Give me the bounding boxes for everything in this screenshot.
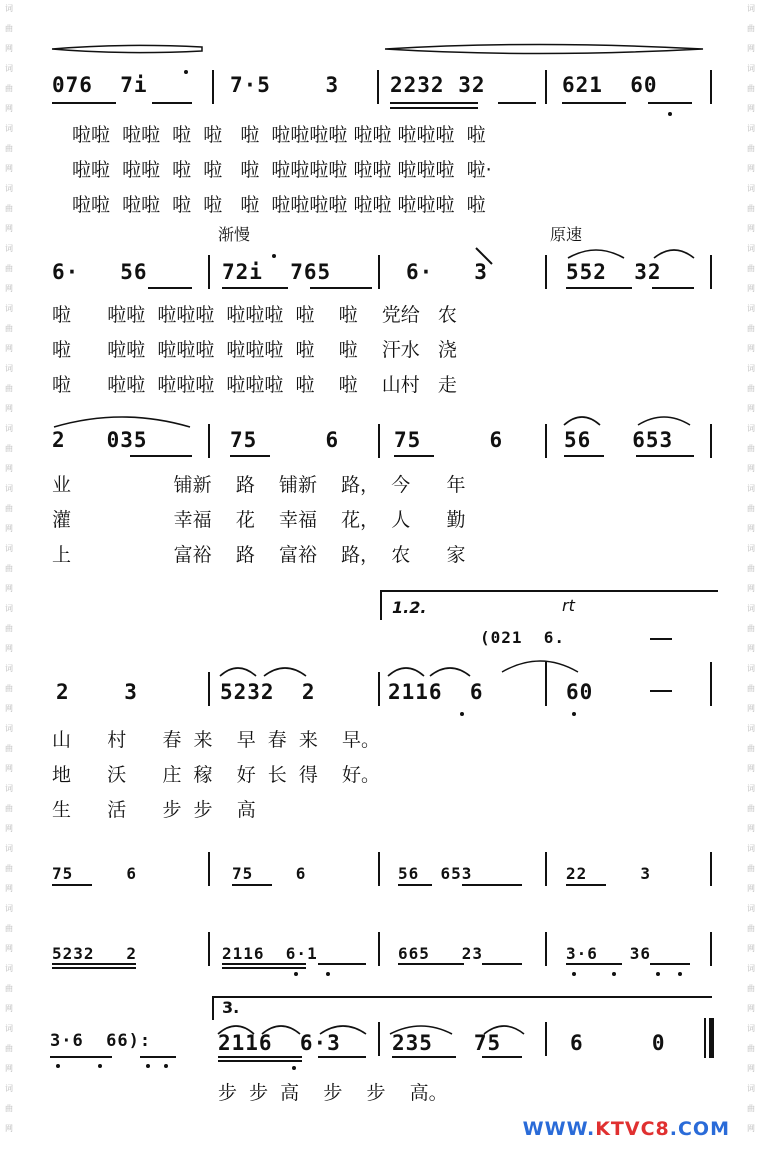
octave-dot	[572, 972, 576, 976]
barline	[545, 424, 547, 458]
beam	[52, 967, 136, 969]
margin-glyph: 曲	[5, 1044, 13, 1053]
barline	[545, 852, 547, 886]
barline	[377, 70, 379, 104]
margin-glyph: 词	[747, 184, 755, 193]
margin-glyph: 曲	[5, 564, 13, 573]
measure-7-4: 6 0	[570, 1031, 666, 1055]
volta-label-3: 3.	[222, 998, 240, 1017]
beam	[310, 287, 372, 289]
margin-glyph: 词	[5, 184, 13, 193]
left-margin-watermark	[2, 0, 16, 1170]
margin-glyph: 词	[747, 844, 755, 853]
measure-6-1: 5232 2	[52, 944, 138, 963]
measure-7-2: 2116 6·3	[218, 1031, 341, 1055]
beam	[650, 963, 690, 965]
margin-glyph: 网	[747, 1004, 755, 1013]
margin-glyph: 词	[5, 1024, 13, 1033]
barline	[710, 932, 712, 966]
margin-glyph: 网	[5, 344, 13, 353]
lyric-4-verse-1: 山 村 春 来 早 春 来 早。	[52, 729, 381, 751]
beam	[566, 287, 632, 289]
barline	[378, 424, 380, 458]
margin-glyph: 曲	[747, 384, 755, 393]
octave-dot	[326, 972, 330, 976]
volta-hook	[212, 996, 214, 1020]
barline	[545, 255, 547, 289]
lyric-7: 步 步 高 步 步 高。	[218, 1082, 448, 1104]
beam	[222, 287, 288, 289]
volta-line	[380, 590, 718, 592]
octave-dot	[294, 972, 298, 976]
barline	[710, 662, 712, 706]
margin-glyph: 网	[5, 104, 13, 113]
margin-glyph: 词	[5, 304, 13, 313]
margin-glyph: 网	[5, 644, 13, 653]
octave-dot	[572, 712, 576, 716]
measure-3-3: 75 6	[394, 428, 504, 452]
measure-3-4: 56 653	[564, 428, 674, 452]
measure-1-3: 2232 32	[390, 73, 486, 97]
margin-glyph: 曲	[5, 384, 13, 393]
margin-glyph: 曲	[747, 564, 755, 573]
margin-glyph: 曲	[747, 84, 755, 93]
margin-glyph: 词	[5, 1084, 13, 1093]
margin-glyph: 曲	[747, 144, 755, 153]
octave-dot	[612, 972, 616, 976]
margin-glyph: 词	[747, 304, 755, 313]
margin-glyph: 网	[5, 764, 13, 773]
measure-7-1: 3·6 66):	[50, 1031, 152, 1051]
crescendo-hairpin-2	[385, 42, 705, 56]
margin-glyph: 曲	[5, 264, 13, 273]
margin-glyph: 曲	[747, 444, 755, 453]
margin-glyph: 曲	[747, 624, 755, 633]
margin-glyph: 词	[747, 904, 755, 913]
barline	[208, 424, 210, 458]
margin-glyph: 网	[747, 764, 755, 773]
beam	[498, 102, 536, 104]
barline	[378, 672, 380, 706]
margin-glyph: 网	[747, 584, 755, 593]
slur	[262, 664, 308, 678]
beam	[398, 884, 432, 886]
margin-glyph: 网	[747, 1064, 755, 1073]
crescendo-hairpin-1	[52, 42, 207, 56]
margin-glyph: 词	[747, 964, 755, 973]
margin-glyph: 网	[747, 404, 755, 413]
margin-glyph: 网	[747, 824, 755, 833]
measure-5-3: 56 653	[398, 864, 473, 883]
lyric-2-verse-3: 啦 啦啦 啦啦啦 啦啦啦 啦 啦 山村 走	[52, 374, 457, 396]
margin-glyph: 曲	[5, 204, 13, 213]
margin-glyph: 词	[747, 544, 755, 553]
lyric-2-verse-1: 啦 啦啦 啦啦啦 啦啦啦 啦 啦 党给 农	[52, 304, 457, 326]
lyric-4-verse-2: 地 沃 庄 稼 好 长 得 好。	[52, 764, 381, 786]
octave-dot	[678, 972, 682, 976]
beam	[318, 963, 366, 965]
margin-glyph: 词	[5, 964, 13, 973]
pickup-notes: (021 6.	[480, 628, 566, 647]
margin-glyph: 词	[5, 424, 13, 433]
margin-glyph: 曲	[5, 924, 13, 933]
beam	[562, 102, 626, 104]
beam	[390, 107, 478, 109]
barline	[208, 255, 210, 289]
slur	[566, 246, 626, 260]
barline	[212, 70, 214, 104]
beam	[392, 1056, 456, 1058]
margin-glyph: 词	[5, 904, 13, 913]
beam	[398, 963, 464, 965]
octave-dot	[184, 70, 188, 74]
beam	[564, 455, 604, 457]
margin-glyph: 网	[747, 164, 755, 173]
margin-glyph: 曲	[5, 144, 13, 153]
beam	[566, 884, 606, 886]
margin-glyph: 词	[5, 724, 13, 733]
beam	[636, 455, 694, 457]
barline	[378, 932, 380, 966]
annotation-mark: rt	[562, 596, 575, 615]
margin-glyph: 曲	[5, 744, 13, 753]
beam	[152, 102, 192, 104]
measure-6-2: 2116 6·1	[222, 944, 318, 963]
slur	[636, 413, 692, 427]
margin-glyph: 曲	[5, 84, 13, 93]
octave-dot	[460, 712, 464, 716]
barline	[545, 662, 547, 706]
final-barline-thin	[704, 1018, 706, 1058]
margin-glyph: 词	[747, 424, 755, 433]
rest-dash	[650, 638, 672, 640]
beam	[566, 963, 622, 965]
margin-glyph: 曲	[5, 24, 13, 33]
margin-glyph: 网	[747, 644, 755, 653]
beam	[52, 102, 116, 104]
lyric-2-verse-2: 啦 啦啦 啦啦啦 啦啦啦 啦 啦 汗水 浇	[52, 339, 457, 361]
margin-glyph: 词	[5, 484, 13, 493]
beam	[148, 287, 192, 289]
beam	[652, 287, 694, 289]
rest-dash	[650, 690, 672, 692]
margin-glyph: 词	[747, 124, 755, 133]
measure-6-3: 665 23	[398, 944, 484, 963]
barline	[208, 932, 210, 966]
margin-glyph: 曲	[747, 1044, 755, 1053]
measure-3-2: 75 6	[230, 428, 340, 452]
margin-glyph: 网	[747, 104, 755, 113]
slur	[386, 664, 426, 678]
site-watermark: WWW.KTVC8.COM	[522, 1118, 730, 1140]
octave-dot	[56, 1064, 60, 1068]
slur	[428, 664, 472, 678]
beam	[218, 1056, 302, 1058]
margin-glyph: 曲	[5, 684, 13, 693]
barline	[378, 852, 380, 886]
margin-glyph: 网	[5, 224, 13, 233]
margin-glyph: 曲	[5, 504, 13, 513]
margin-glyph: 网	[747, 704, 755, 713]
barline	[378, 255, 380, 289]
beam	[218, 1060, 302, 1062]
margin-glyph: 词	[5, 4, 13, 13]
margin-glyph: 词	[747, 4, 755, 13]
measure-2-1: 6· 56	[52, 260, 148, 284]
beam	[232, 884, 272, 886]
margin-glyph: 曲	[747, 324, 755, 333]
margin-glyph: 曲	[747, 24, 755, 33]
measure-5-2: 75 6	[232, 864, 307, 883]
margin-glyph: 词	[5, 124, 13, 133]
margin-glyph: 曲	[747, 1104, 755, 1113]
margin-glyph: 词	[747, 364, 755, 373]
beam	[50, 1056, 112, 1058]
octave-dot	[668, 112, 672, 116]
margin-glyph: 网	[5, 944, 13, 953]
slur	[562, 413, 602, 427]
margin-glyph: 网	[5, 464, 13, 473]
lyric-3-verse-1: 业 铺新 路 铺新 路， 今 年	[52, 474, 466, 496]
margin-glyph: 网	[5, 164, 13, 173]
margin-glyph: 网	[747, 224, 755, 233]
barline	[208, 852, 210, 886]
beam	[52, 884, 92, 886]
lyric-1-verse-3: 啦啦 啦啦 啦 啦 啦 啦啦啦啦 啦啦 啦啦啦 啦	[72, 194, 486, 216]
beam	[230, 455, 270, 457]
margin-glyph: 网	[5, 1064, 13, 1073]
margin-glyph: 网	[747, 1124, 755, 1133]
beam	[222, 967, 306, 969]
margin-glyph: 词	[747, 664, 755, 673]
measure-1-4: 621 60	[562, 73, 658, 97]
measure-5-1: 75 6	[52, 864, 138, 883]
margin-glyph: 网	[5, 284, 13, 293]
barline	[378, 1022, 380, 1056]
margin-glyph: 网	[5, 824, 13, 833]
margin-glyph: 词	[747, 1084, 755, 1093]
beam	[482, 1056, 522, 1058]
margin-glyph: 网	[747, 944, 755, 953]
volta-label-1-2: 1.2.	[392, 598, 427, 617]
tie	[52, 413, 192, 429]
margin-glyph: 曲	[5, 444, 13, 453]
lyric-4-verse-3: 生 活 步 步 高	[52, 799, 256, 821]
final-barline-thick	[709, 1018, 714, 1058]
margin-glyph: 曲	[5, 984, 13, 993]
measure-4-4: 60	[566, 680, 594, 704]
beam	[222, 963, 306, 965]
margin-glyph: 网	[747, 44, 755, 53]
margin-glyph: 曲	[747, 924, 755, 933]
barline	[545, 70, 547, 104]
octave-dot	[164, 1064, 168, 1068]
measure-6-4: 3·6 36	[566, 944, 652, 963]
measure-4-3: 2116 6	[388, 680, 484, 704]
lyric-3-verse-3: 上 富裕 路 富裕 路， 农 家	[52, 544, 466, 566]
margin-glyph: 词	[5, 604, 13, 613]
margin-glyph: 词	[5, 784, 13, 793]
margin-glyph: 曲	[747, 204, 755, 213]
margin-glyph: 曲	[5, 804, 13, 813]
slur	[500, 656, 580, 674]
beam	[390, 102, 478, 104]
measure-4-2: 5232 2	[220, 680, 316, 704]
slur	[218, 664, 258, 678]
margin-glyph: 网	[747, 344, 755, 353]
octave-dot	[272, 254, 276, 258]
margin-glyph: 曲	[5, 864, 13, 873]
barline	[710, 70, 712, 104]
measure-3-1: 2 035	[52, 428, 148, 452]
margin-glyph: 网	[747, 284, 755, 293]
volta-line	[212, 996, 712, 998]
margin-glyph: 词	[747, 64, 755, 73]
measure-4-1: 2 3	[56, 680, 138, 704]
margin-glyph: 词	[5, 844, 13, 853]
measure-2-4: 552 32	[566, 260, 662, 284]
barline	[710, 255, 712, 289]
volta-hook	[380, 590, 382, 620]
margin-glyph: 曲	[747, 984, 755, 993]
margin-glyph: 曲	[747, 744, 755, 753]
margin-glyph: 词	[5, 64, 13, 73]
measure-5-4: 22 3	[566, 864, 652, 883]
margin-glyph: 网	[5, 404, 13, 413]
margin-glyph: 网	[5, 704, 13, 713]
measure-2-3: 6· 3	[406, 260, 488, 284]
margin-glyph: 词	[747, 784, 755, 793]
margin-glyph: 网	[5, 524, 13, 533]
margin-glyph: 词	[5, 664, 13, 673]
margin-glyph: 词	[747, 604, 755, 613]
margin-glyph: 曲	[747, 864, 755, 873]
barline	[710, 852, 712, 886]
beam	[52, 963, 136, 965]
barline	[208, 672, 210, 706]
measure-2-2: 72i 765	[222, 260, 332, 284]
beam	[648, 102, 692, 104]
octave-dot	[656, 972, 660, 976]
beam	[462, 884, 522, 886]
beam	[394, 455, 434, 457]
margin-glyph: 网	[747, 464, 755, 473]
margin-glyph: 曲	[5, 324, 13, 333]
beam	[482, 963, 522, 965]
margin-glyph: 曲	[5, 624, 13, 633]
margin-glyph: 网	[5, 884, 13, 893]
tempo-a-tempo: 原速	[550, 225, 583, 244]
tempo-ritardando: 渐慢	[218, 225, 251, 244]
lyric-3-verse-2: 灌 幸福 花 幸福 花， 人 勤	[52, 509, 466, 531]
barline	[545, 932, 547, 966]
margin-glyph: 词	[747, 1024, 755, 1033]
margin-glyph: 曲	[747, 264, 755, 273]
measure-1-1: 076 7i	[52, 73, 148, 97]
right-margin-watermark	[744, 0, 758, 1170]
margin-glyph: 网	[747, 884, 755, 893]
margin-glyph: 词	[5, 544, 13, 553]
beam	[130, 455, 192, 457]
margin-glyph: 词	[747, 244, 755, 253]
margin-glyph: 曲	[5, 1104, 13, 1113]
margin-glyph: 词	[5, 244, 13, 253]
margin-glyph: 网	[747, 524, 755, 533]
margin-glyph: 曲	[747, 684, 755, 693]
margin-glyph: 词	[5, 364, 13, 373]
lyric-1-verse-1: 啦啦 啦啦 啦 啦 啦 啦啦啦啦 啦啦 啦啦啦 啦	[72, 124, 486, 146]
margin-glyph: 曲	[747, 804, 755, 813]
margin-glyph: 网	[5, 1004, 13, 1013]
margin-glyph: 词	[747, 724, 755, 733]
octave-dot	[146, 1064, 150, 1068]
margin-glyph: 网	[5, 44, 13, 53]
barline	[710, 424, 712, 458]
octave-dot	[98, 1064, 102, 1068]
margin-glyph: 曲	[747, 504, 755, 513]
margin-glyph: 词	[747, 484, 755, 493]
lyric-1-verse-2: 啦啦 啦啦 啦 啦 啦 啦啦啦啦 啦啦 啦啦啦 啦·	[72, 159, 492, 181]
measure-1-2: 7·5 3	[230, 73, 340, 97]
octave-dot	[292, 1066, 296, 1070]
beam	[140, 1056, 176, 1058]
slur	[652, 246, 696, 260]
barline	[545, 1022, 547, 1056]
measure-7-3: 235 75	[392, 1031, 502, 1055]
margin-glyph: 网	[5, 1124, 13, 1133]
margin-glyph: 网	[5, 584, 13, 593]
beam	[318, 1056, 366, 1058]
